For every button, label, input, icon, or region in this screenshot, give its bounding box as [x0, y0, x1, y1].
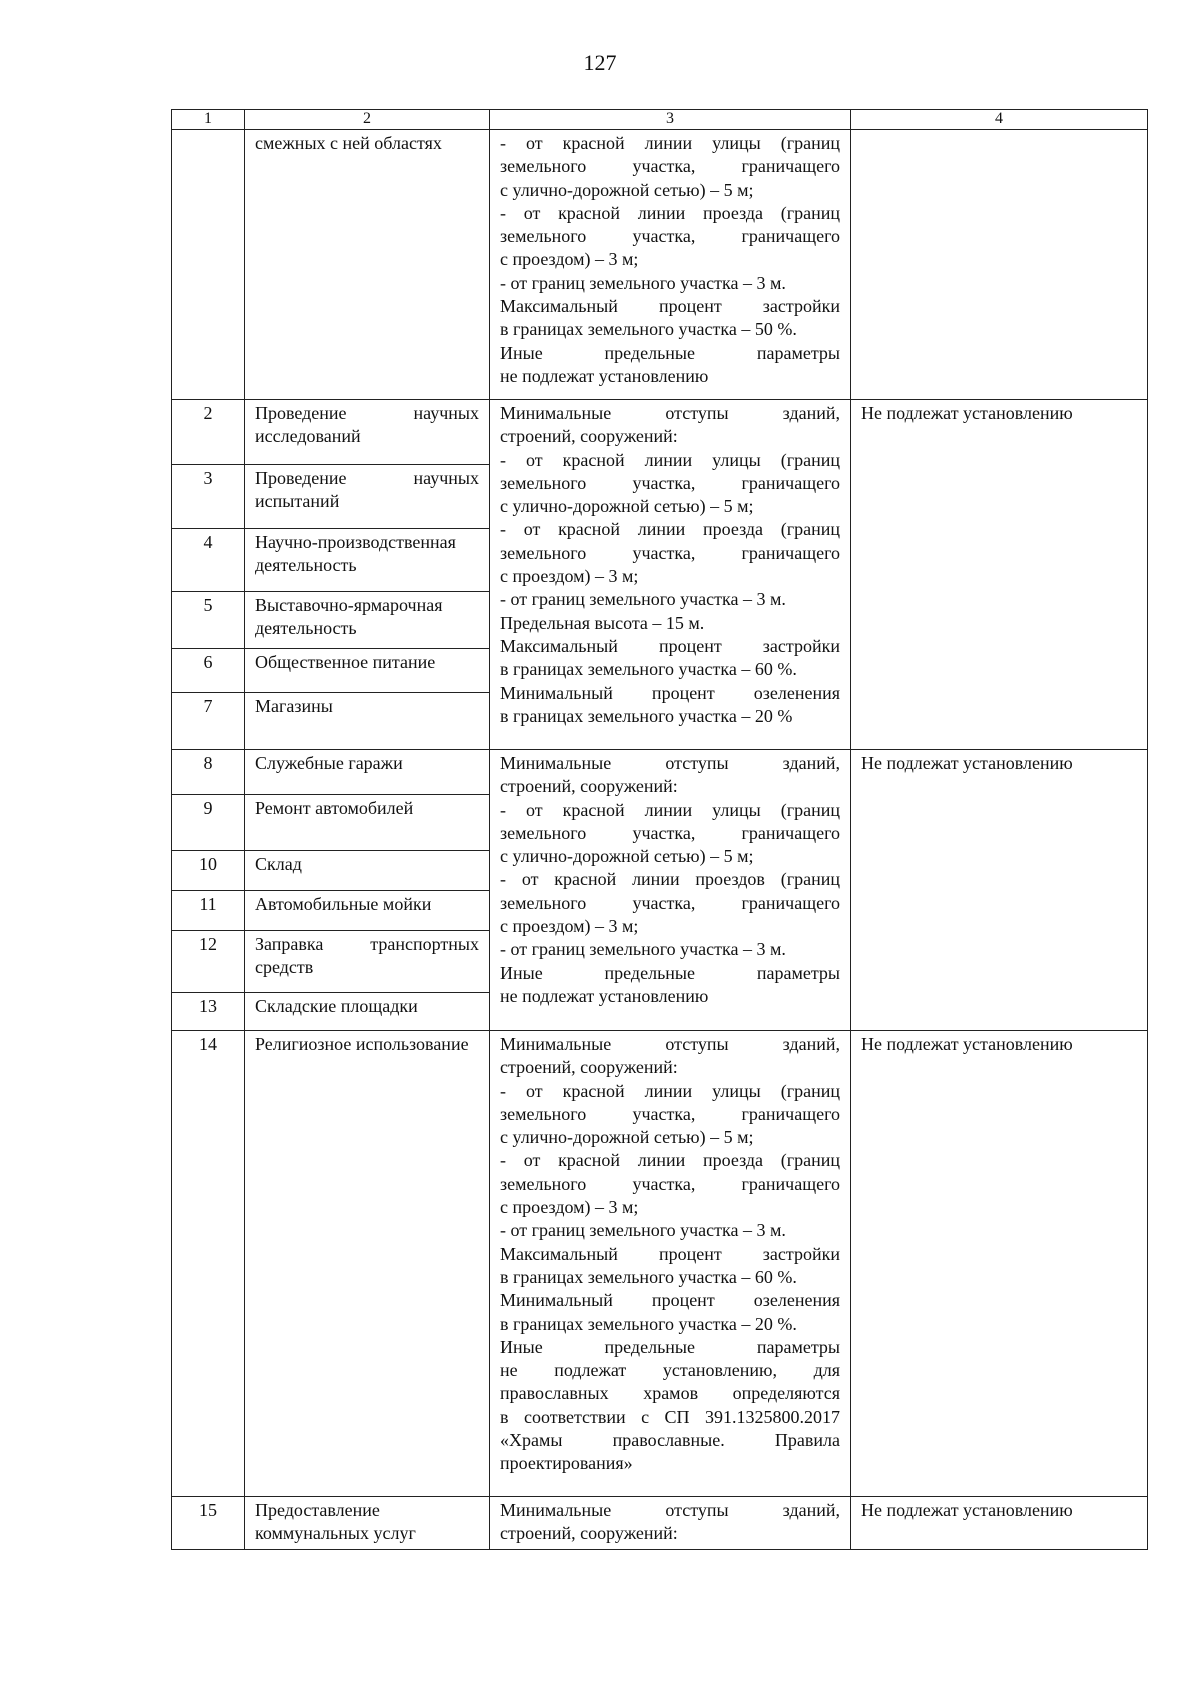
row-name: Автомобильные мойки — [245, 891, 490, 931]
param-line: Предельная высота – 15 м. — [500, 612, 705, 633]
table-row — [172, 1497, 1148, 1550]
param-line: строений, сооружений: — [500, 1057, 678, 1078]
row-number: 10 — [172, 851, 245, 891]
row-name: Служебные гаражи — [245, 750, 490, 795]
param-line: земельного участка, граничащего — [500, 156, 840, 177]
row-col4 — [851, 130, 1148, 400]
param-line: православных храмов определяются — [500, 1383, 840, 1404]
param-line: с улично-дорожной сетью) – 5 м; — [500, 179, 754, 200]
table-row-continuation — [172, 130, 1148, 400]
param-line: в границах земельного участка – 60 %. — [500, 1266, 797, 1287]
row-15-col4: Не подлежат установлению — [851, 1497, 1148, 1550]
param-line: - от красной линии проездов (границ — [500, 869, 840, 890]
row-params — [490, 130, 851, 400]
param-line: не подлежат установлению — [500, 365, 709, 386]
param-line: с проездом) – 3 м; — [500, 566, 639, 587]
param-line: строений, сооружений: — [500, 1523, 678, 1544]
row-name: Магазины — [245, 693, 490, 750]
param-line: Иные предельные параметры — [500, 962, 840, 983]
param-line: - от границ земельного участка – 3 м. — [500, 589, 786, 610]
row-name: Предоставление коммунальных услуг — [245, 1497, 490, 1550]
param-line: - от границ земельного участка – 3 м. — [500, 272, 786, 293]
row-14-params — [490, 1031, 851, 1497]
param-line: с проездом) – 3 м; — [500, 916, 639, 937]
row-name: Ремонт автомобилей — [245, 795, 490, 851]
header-col-4: 4 — [851, 110, 1148, 130]
header-col-2: 2 — [245, 110, 490, 130]
param-line: в границах земельного участка – 20 % — [500, 705, 793, 726]
row-number: 4 — [172, 529, 245, 592]
param-line: «Храмы православные. Правила — [500, 1430, 840, 1451]
param-line: строений, сооружений: — [500, 776, 678, 797]
param-line: земельного участка, граничащего — [500, 822, 840, 843]
row-number: 15 — [172, 1497, 245, 1550]
row-number: 3 — [172, 465, 245, 529]
param-line: Максимальный процент застройки — [500, 635, 840, 656]
param-line: Максимальный процент застройки — [500, 1243, 840, 1264]
row-name: Склад — [245, 851, 490, 891]
param-line: Минимальные отступы зданий, — [500, 403, 840, 423]
param-line: - от красной линии улицы (границ — [500, 799, 840, 820]
row-number: 11 — [172, 891, 245, 931]
group-b-col4: Не подлежат установлению — [851, 750, 1148, 1031]
group-a-params — [490, 400, 851, 750]
param-line: - от границ земельного участка – 3 м. — [500, 1220, 786, 1241]
param-line: Минимальные отступы зданий, — [500, 1500, 840, 1520]
row-name: Складские площадки — [245, 993, 490, 1031]
param-line: земельного участка, граничащего — [500, 892, 840, 913]
row-name: Проведение научных испытаний — [245, 465, 490, 529]
param-line: Иные предельные параметры — [500, 342, 840, 363]
param-line: Минимальный процент озеленения — [500, 682, 840, 703]
param-line: земельного участка, граничащего — [500, 1173, 840, 1194]
param-line: проектирования» — [500, 1453, 633, 1474]
param-line: в границах земельного участка – 50 %. — [500, 319, 797, 340]
row-number: 7 — [172, 693, 245, 750]
param-line: - от красной линии улицы (границ — [500, 1080, 840, 1101]
row-name: Выставочно-ярмарочная деятельность — [245, 592, 490, 649]
param-line: не подлежат установлению — [500, 985, 709, 1006]
row-number — [172, 130, 245, 400]
param-line: с проездом) – 3 м; — [500, 1197, 639, 1218]
row-name: смежных с ней областях — [245, 130, 490, 400]
row-name: Заправка транспортных средств — [245, 931, 490, 993]
param-line: - от красной линии проезда (границ — [500, 519, 840, 540]
param-line: земельного участка, граничащего — [500, 1103, 840, 1124]
param-line: строений, сооружений: — [500, 426, 678, 447]
param-line: Минимальный процент озеленения — [500, 1290, 840, 1311]
param-line: - от красной линии улицы (границ — [500, 449, 840, 470]
param-line: в соответствии с СП 391.1325800.2017 — [500, 1406, 840, 1427]
header-col-3: 3 — [490, 110, 851, 130]
param-line: земельного участка, граничащего — [500, 542, 840, 563]
param-line: в границах земельного участка – 20 %. — [500, 1313, 797, 1334]
param-line: - от красной линии улицы (границ — [500, 133, 840, 153]
table-header-row — [172, 110, 1148, 130]
param-line: - от границ земельного участка – 3 м. — [500, 939, 786, 960]
row-name: Общественное питание — [245, 649, 490, 693]
row-number: 14 — [172, 1031, 245, 1497]
table-row — [172, 400, 1148, 465]
param-line: с улично-дорожной сетью) – 5 м; — [500, 846, 754, 867]
param-line: с улично-дорожной сетью) – 5 м; — [500, 1127, 754, 1148]
page-number: 127 — [583, 50, 617, 75]
table-row — [172, 1031, 1148, 1497]
row-number: 6 — [172, 649, 245, 693]
param-line: Минимальные отступы зданий, — [500, 753, 840, 773]
row-number: 2 — [172, 400, 245, 465]
param-line: с проездом) – 3 м; — [500, 249, 639, 270]
row-number: 8 — [172, 750, 245, 795]
param-line: - от красной линии проезда (границ — [500, 202, 840, 223]
group-a-col4: Не подлежат установлению — [851, 400, 1148, 750]
param-line: с улично-дорожной сетью) – 5 м; — [500, 496, 754, 517]
row-14-col4: Не подлежат установлению — [851, 1031, 1148, 1497]
row-15-params — [490, 1497, 851, 1550]
regulations-table — [171, 109, 1148, 1550]
row-number: 5 — [172, 592, 245, 649]
row-number: 12 — [172, 931, 245, 993]
param-line: - от красной линии проезда (границ — [500, 1150, 840, 1171]
param-line: Максимальный процент застройки — [500, 296, 840, 317]
param-line: земельного участка, граничащего — [500, 226, 840, 247]
row-name: Проведение научных исследований — [245, 400, 490, 465]
row-name: Религиозное использование — [245, 1031, 490, 1497]
table-row — [172, 750, 1148, 795]
header-col-1: 1 — [172, 110, 245, 130]
group-b-params — [490, 750, 851, 1031]
row-name: Научно-производственная деятельность — [245, 529, 490, 592]
param-line: земельного участка, граничащего — [500, 472, 840, 493]
param-line: в границах земельного участка – 60 %. — [500, 659, 797, 680]
param-line: Минимальные отступы зданий, — [500, 1034, 840, 1054]
param-line: не подлежат установлению, для — [500, 1360, 840, 1381]
row-number: 13 — [172, 993, 245, 1031]
param-line: Иные предельные параметры — [500, 1336, 840, 1357]
row-number: 9 — [172, 795, 245, 851]
